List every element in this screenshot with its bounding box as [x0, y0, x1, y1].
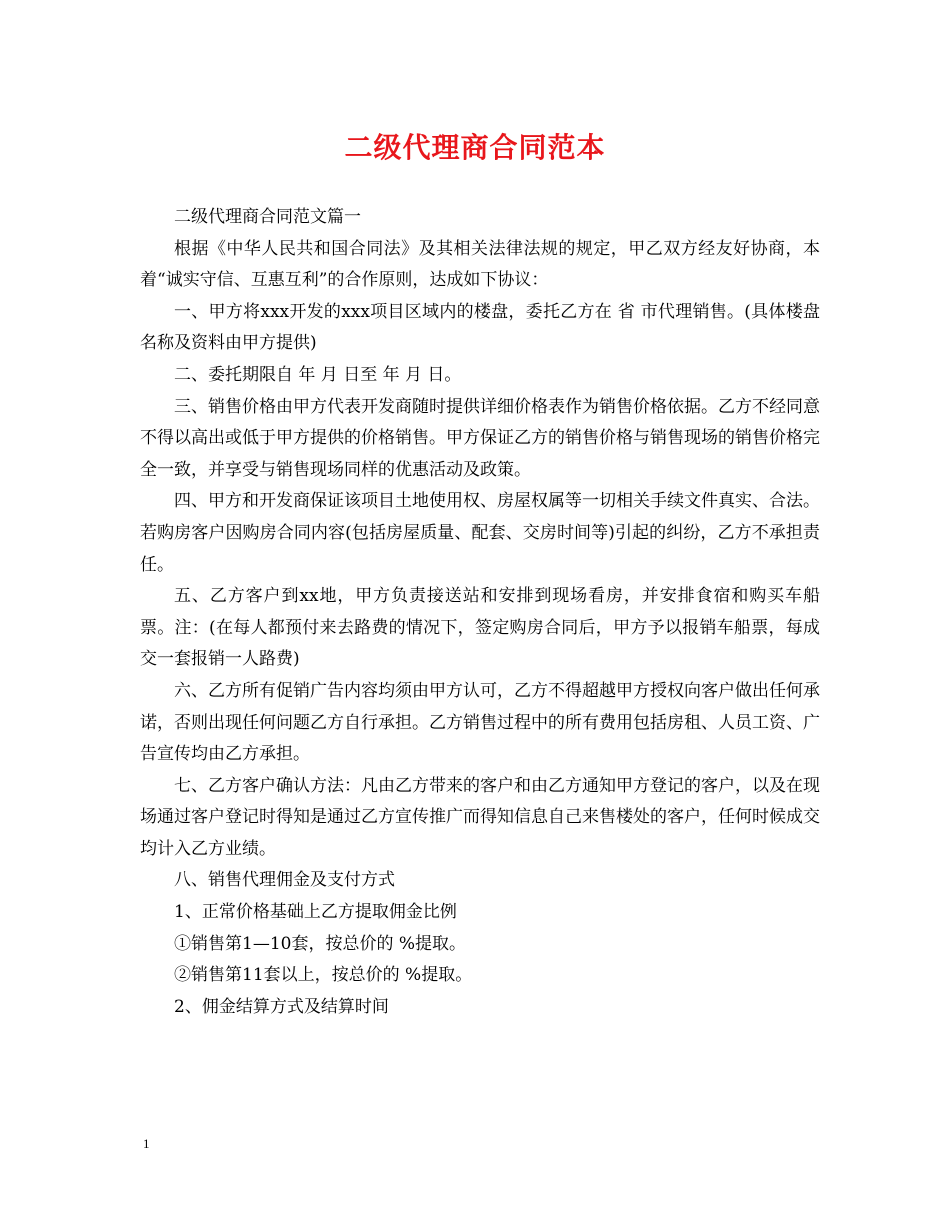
document-body: [140, 202, 820, 1023]
document-title: 二级代理商合同范本: [344, 131, 606, 164]
clause-8-heading: 八、销售代理佣金及支付方式: [174, 870, 395, 891]
clause-7-paragraph: 七、乙方客户确认方法：凡由乙方带来的客户和由乙方通知甲方登记的客户，以及在现场通过客户登记时得知是通过乙方宣传推广而得知信息自己来售楼处的客户，任何时候成交均计入乙方业绩。: [140, 775, 820, 859]
clause-5-paragraph: 五、乙方客户到xx地，甲方负责接送站和安排到现场看房，并安排食宿和购买车船票。注：(在每人都预付来去路费的情况下，签定购房合同后，甲方予以报销车船票，每成交一套报销一人路费): [140, 586, 820, 670]
preamble-paragraph: 根据《中华人民共和国合同法》及其相关法律法规的规定，甲乙双方经友好协商，本着“诚实守信、互惠互利”的合作原则，达成如下协议：: [140, 238, 820, 291]
clause-8-item-2: 2、佣金结算方式及结算时间: [174, 996, 389, 1017]
page-number: 1: [143, 1136, 150, 1151]
clause-3-paragraph: 三、销售价格由甲方代表开发商随时提供详细价格表作为销售价格依据。乙方不经同意不得以高出或低于甲方提供的价格销售。甲方保证乙方的销售价格与销售现场的销售价格完全一致，并享受与销售现场同样的优惠活动及政策。: [140, 396, 820, 480]
clause-1-paragraph: 一、甲方将xxx开发的xxx项目区域内的楼盘，委托乙方在 省 市代理销售。(具体楼盘名称及资料由甲方提供): [140, 301, 820, 354]
section-heading-part-one: 二级代理商合同范文篇一: [174, 207, 361, 227]
clause-4-paragraph: 四、甲方和开发商保证该项目土地使用权、房屋权属等一切相关手续文件真实、合法。若购房客户因购房合同内容(包括房屋质量、配套、交房时间等)引起的纠纷，乙方不承担责任。: [140, 491, 820, 575]
clause-6-paragraph: 六、乙方所有促销广告内容均须由甲方认可，乙方不得超越甲方授权向客户做出任何承诺，否则出现任何问题乙方自行承担。乙方销售过程中的所有费用包括房租、人员工资、广告宣传均由乙方承担。: [140, 680, 820, 765]
clause-2-paragraph: 二、委托期限自 年 月 日至 年 月 日。: [174, 364, 462, 385]
clause-8-item-1a: ①销售第1—10套，按总价的 %提取。: [174, 933, 467, 954]
clause-8-item-1: 1、正常价格基础上乙方提取佣金比例: [174, 902, 457, 923]
clause-8-item-1b: ②销售第11套以上，按总价的 %提取。: [174, 965, 473, 986]
